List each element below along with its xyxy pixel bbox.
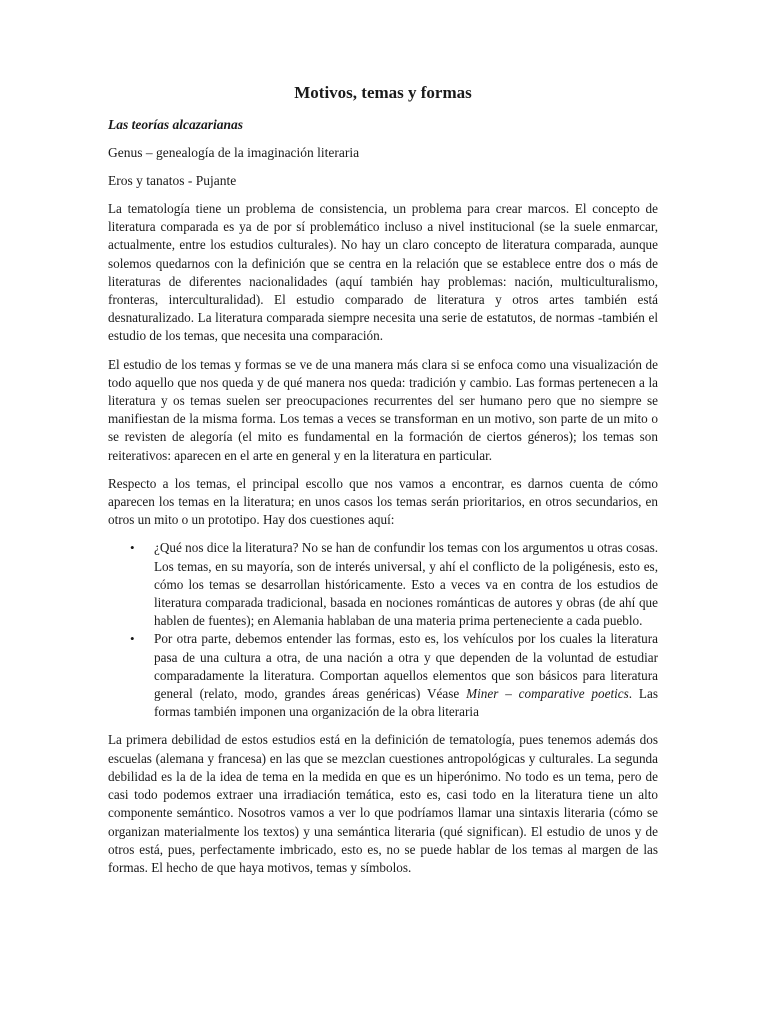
bullet-icon: • (130, 540, 135, 556)
paragraph-3: Respecto a los temas, el principal escollo que nos vamos a encontrar, es darnos cuenta de cómo aparecen los temas en la literatura; en unos casos los temas serán prioritarios, en otros secundarios, en otros un mito o un prototipo. Hay dos cuestiones aquí: (108, 475, 658, 528)
reference-line-eros: Eros y tanatos - Pujante (108, 173, 237, 188)
bullet-list (108, 539, 658, 721)
document-title: Motivos, temas y formas (294, 83, 472, 102)
document-subtitle: Las teorías alcazarianas (108, 117, 244, 132)
paragraph-2: El estudio de los temas y formas se ve de una manera más clara si se enfoca como una visualización de todo aquello que nos queda y de qué manera nos queda: tradición y cambio. Las formas pertenecen a la literatura y os temas suelen ser preocupaciones recurrentes del ser humano pero que no siempre se manifiestan de la misma forma. Los temas a veces se transforman en un motivo, son parte de un mito o se revisten de alegoría (el mito es fundamental en la formación de ciertos géneros); los temas son reiterativos: aparecen en el arte en general y en la literatura en particular. (108, 356, 658, 463)
reference-line-genus: Genus – genealogía de la imaginación literaria (108, 145, 360, 160)
bullet-item-2-text-a: Por otra parte, debemos entender las formas, esto es, los vehículos por los cuales la literatura pasa de una cultura a otra, de una nación a otra y que dependen de la voluntad de estudiar comparadamente la literatura. Comportan aquellos elementos que son básicos para literatura general (relato, modo, grandes áreas genéricas) Véase (154, 631, 658, 702)
bullet-icon: • (130, 631, 135, 647)
bullet-item-1 (108, 539, 658, 630)
paragraph-1: La tematología tiene un problema de consistencia, un problema para crear marcos. El concepto de literatura comparada es ya de por sí problemático incluso a nivel institucional (se la suele enmarcar, actualmente, entre los estudios culturales). No hay un claro concepto de literatura comparada, aunque solemos quedarnos con la definición que se centra en la relación que se establece entre dos o más de literaturas de diferentes nacionalidades (aquí también hay problemas: nación, multiculturalismo, fronteras, interculturalidad). El estudio comparado de literatura y otros artes también está desnaturalizado. La literatura comparada siempre necesita una serie de estatutos, de normas -también el estudio de los temas, que necesita una comparación. (108, 201, 658, 344)
bullet-item-2 (108, 630, 658, 721)
bullet-item-1-text: ¿Qué nos dice la literatura? No se han de confundir los temas con los argumentos u otras cosas. Los temas, en su mayoría, son de interés universal, y ahí el conflicto de la poligénesis, esto es, cómo los temas se desarrollan históricamente. Esto a veces va en contra de los estudios de literatura comparada tradicional, basada en nociones románticas de autores y obras (de ahí que hablen de fuentes); en Alemania hablaban de una materia prima perteneciente a cada pueblo. (154, 540, 658, 629)
bullet-item-2-text-b: . Las formas también imponen una organización de la obra literaria (154, 686, 658, 720)
paragraph-4: La primera debilidad de estos estudios está en la definición de tematología, pues tenemos además dos escuelas (alemana y francesa) en las que se mezclan cuestiones antropológicas y culturales. La segunda debilidad es la de la idea de tema en la medida en que es un hiperónimo. No todo es un tema, pero de casi todo podemos extraer una irradiación temática, esto es, casi todo en la literatura tiene un alto componente semántico. Nosotros vamos a ver lo que podríamos llamar una sintaxis literaria (cómo se organizan materialmente los textos) y una semántica literaria (qué significan). El estudio de unos y de otros está, pues, perfectamente imbricado, esto es, no se puede hablar de los temas al margen de las formas. El hecho de que haya motivos, temas y símbolos. (108, 732, 658, 875)
bullet-item-2-citation: Miner – comparative poetics (466, 686, 629, 702)
document-page (108, 82, 658, 887)
